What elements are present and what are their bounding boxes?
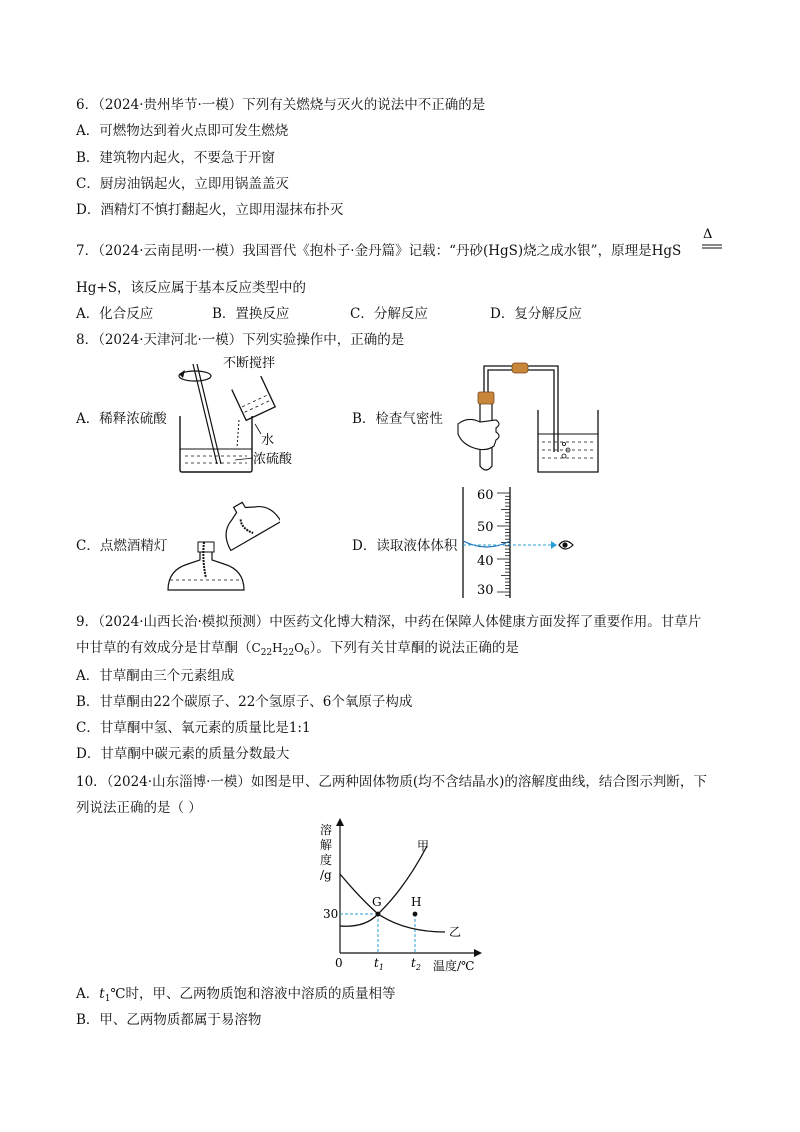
q9-option-b: B．甘草酮由22个碳原子、22个氢原子、6个氧原子构成 bbox=[76, 694, 413, 710]
point-g bbox=[376, 912, 381, 917]
cyl-tick-40: 40 bbox=[477, 554, 494, 569]
chart-point-h: H bbox=[411, 895, 422, 909]
q8-option-d: D．读取液体体积 bbox=[352, 538, 458, 554]
figure-measuring-cylinder bbox=[455, 485, 585, 600]
q7-formula-left: HgS bbox=[651, 243, 682, 259]
cyl-tick-30: 30 bbox=[477, 583, 494, 598]
q6-option-c: C．厨房油锅起火，立即用锅盖盖灭 bbox=[76, 176, 289, 192]
q9-option-a: A．甘草酮由三个元素组成 bbox=[76, 668, 235, 684]
q9-formula: $C_{22}H_{22}O_6$ bbox=[251, 641, 310, 658]
curve-yi bbox=[340, 874, 445, 932]
q9-stem-line2 bbox=[76, 639, 519, 662]
q9-stem-line1: 9．（2024·山西长治·模拟预测）中医药文化博大精深，中药在保障人体健康方面发挥了重要作用。甘草片 bbox=[76, 614, 702, 630]
chart-x-tick-t2: $t_2$ bbox=[411, 956, 421, 972]
q8-option-a: A．稀释浓硫酸 bbox=[76, 411, 167, 427]
q7-condition: Δ bbox=[703, 227, 713, 242]
q7-stem-line2: Hg+S，该反应属于基本反应类型中的 bbox=[76, 280, 306, 296]
q10-option-a: A．$t_1℃$时，甲、乙两物质饱和溶液中溶质的质量相等 bbox=[76, 986, 396, 1004]
fig-a-label-water: 水 bbox=[261, 433, 275, 448]
q9-ratio: 1:1 bbox=[288, 720, 311, 736]
q9-option-c-text: C．甘草酮中氢、氧元素的质量比是 bbox=[76, 720, 289, 736]
q7-equation-arrow bbox=[700, 226, 724, 256]
q6-option-b: B．建筑物内起火，不要急于开窗 bbox=[76, 150, 275, 166]
chart-origin: 0 bbox=[335, 956, 343, 970]
chart-ylabel-3: 度 bbox=[320, 853, 333, 867]
q7-stem bbox=[76, 242, 681, 260]
chart-point-g: G bbox=[372, 895, 382, 909]
point-h bbox=[413, 912, 418, 917]
q7-option-a: A．化合反应 bbox=[76, 306, 154, 322]
chart-ylabel-1: 溶 bbox=[320, 823, 333, 837]
q7-stem-text: 7．（2024·云南昆明·一模）我国晋代《抱朴子·金丹篇》记载：“丹砂(HgS)烧之成水银”，原理是 bbox=[76, 243, 652, 259]
chart-ylabel-2: 解 bbox=[320, 838, 333, 852]
q8-stem: 8．（2024·天津河北·一模）下列实验操作中，正确的是 bbox=[76, 332, 405, 348]
q8-option-c: C．点燃酒精灯 bbox=[76, 538, 168, 554]
fig-a-label-acid: 浓硫酸 bbox=[253, 452, 293, 467]
chart-xlabel: 温度/℃ bbox=[433, 959, 475, 973]
cyl-tick-50: 50 bbox=[477, 520, 494, 535]
q9-stem-line2b: ）。下列有关甘草酮的说法正确的是 bbox=[309, 640, 519, 656]
q6-option-a: A．可燃物达到着火点即可发生燃烧 bbox=[76, 123, 289, 139]
q9-option-d: D．甘草酮中碳元素的质量分数最大 bbox=[76, 746, 290, 762]
chart-series-yi: 乙 bbox=[449, 925, 462, 939]
q8-option-b: B．检查气密性 bbox=[352, 411, 443, 427]
q7-option-b: B．置换反应 bbox=[212, 306, 290, 322]
chart-series-jia: 甲 bbox=[417, 839, 430, 853]
figure-alcohol-lamp bbox=[160, 500, 280, 602]
q10-option-b: B．甲、乙两物质都属于易溶物 bbox=[76, 1012, 262, 1028]
chart-ylabel-4: /g bbox=[320, 868, 332, 882]
solubility-chart bbox=[315, 818, 490, 978]
q10-stem-line1: 10．（2024·山东淄博·一模）如图是甲、乙两种固体物质(均不含结晶水)的溶解度曲线，结合图示判断，下 bbox=[76, 774, 707, 790]
chart-x-tick-t1: $t_1$ bbox=[374, 956, 384, 972]
q9-stem-line2a: 中甘草的有效成分是甘草酮（ bbox=[76, 640, 252, 656]
cyl-tick-60: 60 bbox=[477, 488, 494, 503]
q9-option-c bbox=[76, 719, 311, 737]
fig-a-label-stir: 不断搅拌 bbox=[223, 356, 276, 371]
q7-option-c: C．分解反应 bbox=[350, 306, 428, 322]
q10-stem-line2: 列说法正确的是（ ） bbox=[76, 800, 202, 816]
figure-airtightness bbox=[440, 360, 610, 480]
figure-dilute-acid bbox=[165, 352, 315, 477]
q6-stem: 6．（2024·贵州毕节·一模）下列有关燃烧与灭火的说法中不正确的是 bbox=[76, 97, 486, 113]
q6-option-d: D．酒精灯不慎打翻起火，立即用湿抹布扑灭 bbox=[76, 202, 344, 218]
q7-option-d: D．复分解反应 bbox=[490, 306, 582, 322]
chart-y-tick-30: 30 bbox=[323, 907, 339, 921]
